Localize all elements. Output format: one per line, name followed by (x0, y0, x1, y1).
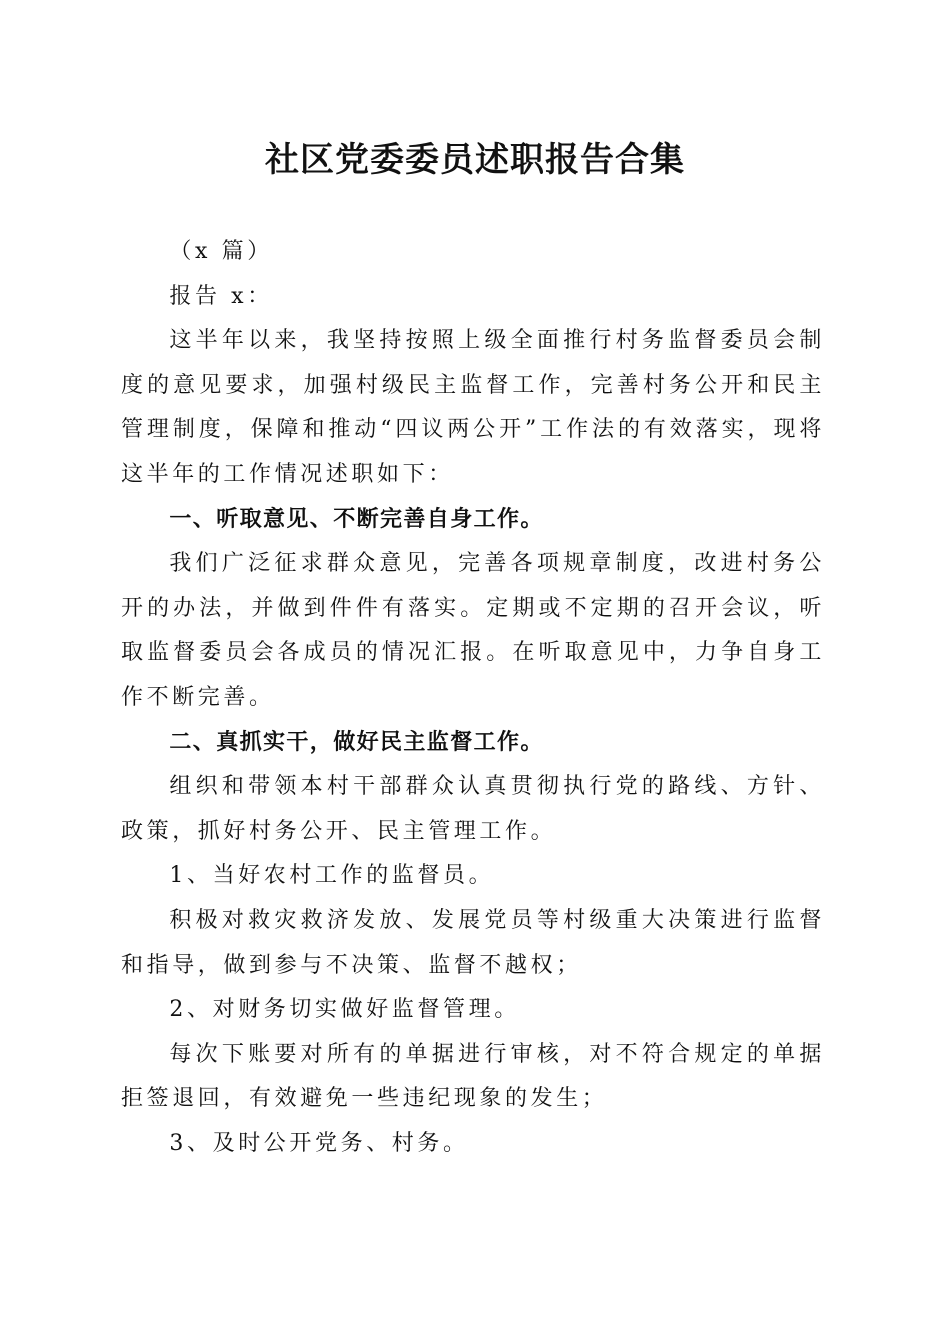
paragraph-section-1: 我们广泛征求群众意见，完善各项规章制度，改进村务公开的办法，并做到件件有落实。定期或不定期的召开会议，听取监督委员会各成员的情况汇报。在听取意见中，力争自身工作不断完善。 (121, 551, 825, 710)
paragraph-intro: 这半年以来，我坚持按照上级全面推行村务监督委员会制度的意见要求，加强村级民主监督工作，完善村务公开和民主管理制度，保障和推动“四议两公开”工作法的有效落实，现将这半年的工作情况述职如下： (121, 328, 825, 487)
document-title: 社区党委委员述职报告合集 (265, 140, 685, 180)
section-heading-2: 二、真抓实干，做好民主监督工作。 (169, 729, 544, 755)
document-body (121, 230, 825, 1166)
paragraph-count-note: （x 篇） (169, 239, 273, 264)
paragraph-section-2: 组织和带领本村干部群众认真贯彻执行党的路线、方针、政策，抓好村务公开、民主管理工作。 (121, 774, 825, 844)
paragraph-report-label: 报告 x： (169, 283, 273, 309)
paragraph-subsection-1: 积极对救灾救济发放、发展党员等村级重大决策进行监督和指导，做到参与不决策、监督不越权； (121, 907, 825, 978)
section-heading-1: 一、听取意见、不断完善自身工作。 (169, 506, 544, 532)
subheading-2: 2、对财务切实做好监督管理。 (169, 997, 520, 1023)
paragraph-subsection-2: 每次下账要对所有的单据进行审核，对不符合规定的单据拒签退回，有效避免一些违纪现象的发生； (121, 1041, 825, 1112)
subheading-1: 1、当好农村工作的监督员。 (169, 863, 495, 889)
subheading-3: 3、及时公开党务、村务。 (169, 1130, 469, 1156)
